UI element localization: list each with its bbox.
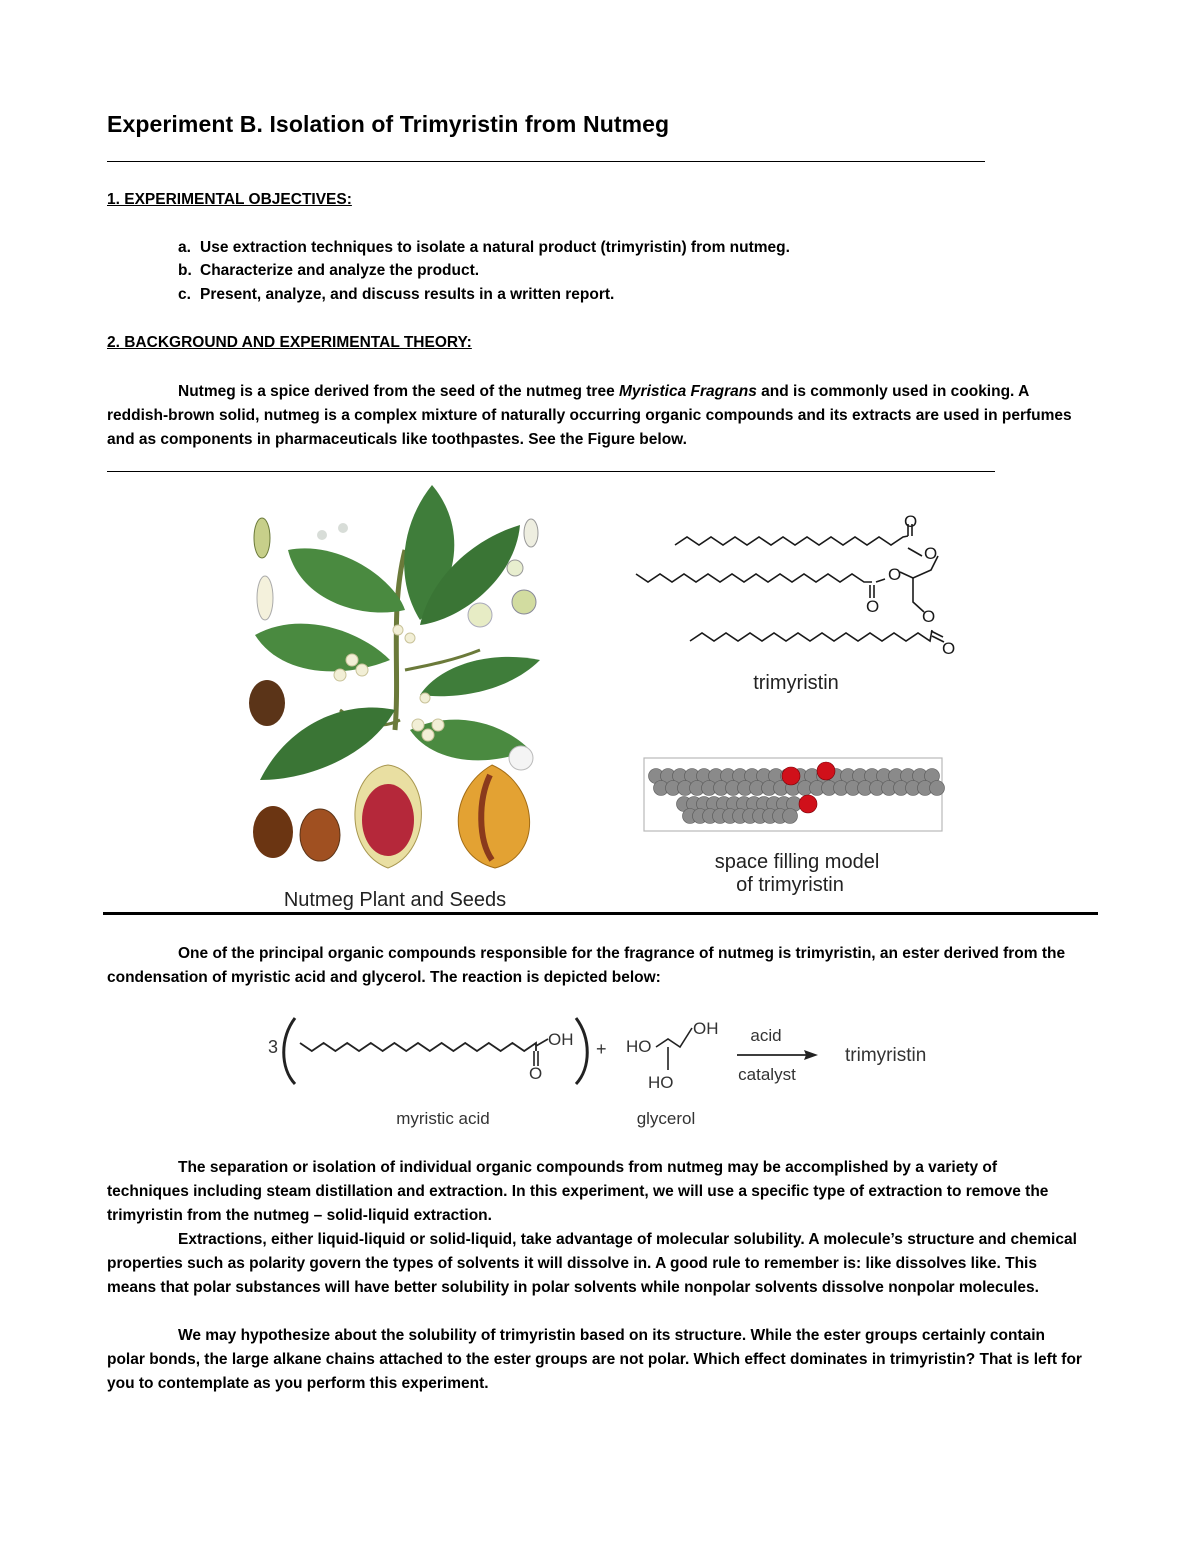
objective-b-text: Characterize and analyze the product. <box>200 262 480 279</box>
left-parenthesis <box>284 1018 295 1084</box>
model-caption-line-1: space filling model <box>714 851 880 873</box>
carbon-atom <box>783 809 798 824</box>
atom-o-4: O <box>866 597 880 616</box>
fragrance-paragraph: One of the principal organic compounds responsible for the fragrance of nutmeg is trimyristin, an ester derived from the condensation of myristic acid and glycerol. The reaction is depicted below: <box>107 945 1066 987</box>
atom-o-2: O <box>924 544 938 563</box>
atom-o-5: O <box>922 607 936 626</box>
reaction-product: trimyristin <box>845 1045 927 1066</box>
plus-sign: + <box>596 1039 607 1059</box>
catalyst-label-bottom: catalyst <box>738 1065 796 1084</box>
objective-a-marker: a. <box>178 239 191 256</box>
right-parenthesis <box>576 1018 587 1084</box>
model-caption-line-2: of trimyristin <box>736 874 844 896</box>
oxygen-atom <box>782 767 800 785</box>
background-paragraph <box>107 380 1082 453</box>
plant-caption: Nutmeg Plant and Seeds <box>283 889 507 911</box>
carbon-atom <box>930 781 945 796</box>
glycerol-ho-2: HO <box>648 1073 674 1092</box>
molecule-label: trimyristin <box>753 672 839 694</box>
oxygen-atom <box>817 762 835 780</box>
myristic-acid-label: myristic acid <box>396 1109 490 1128</box>
section-1-heading: 1. EXPERIMENTAL OBJECTIVES: <box>107 191 352 208</box>
glycerol-label: glycerol <box>636 1109 696 1128</box>
background-text-end: and is commonly used in cooking. A reddish-brown solid, nutmeg is a complex mixture of naturally occurring organic compounds and its extracts are used in perfumes and as components in pharmaceuticals like toothpastes. See the Figure below. <box>107 383 1072 449</box>
reaction-coefficient: 3 <box>268 1037 279 1057</box>
objective-a-text: Use extraction techniques to isolate a natural product (trimyristin) from nutmeg. <box>200 239 790 256</box>
title-divider <box>107 161 985 162</box>
nutmeg-figure <box>0 470 1200 930</box>
objective-c-marker: c. <box>178 286 191 303</box>
section-2-heading: 2. BACKGROUND AND EXPERIMENTAL THEORY: <box>107 334 472 351</box>
objective-c-text: Present, analyze, and discuss results in a written report. <box>200 286 615 303</box>
objective-c <box>178 286 614 304</box>
acid-o: O <box>529 1064 543 1083</box>
nutmeg-plant-illustration <box>249 485 540 868</box>
oxygen-atom <box>799 795 817 813</box>
glycerol-bonds <box>656 1028 692 1047</box>
glycerol-ho-1: HO <box>626 1037 652 1056</box>
hypothesis-paragraph: We may hypothesize about the solubility of trimyristin based on its structure. While the ester groups certainly contain polar bonds, the large alkane chains attached to the ester groups are not polar. Which effect dominates in trimyristin? That is left for you to contemplate as you perform this experiment. <box>107 1327 1082 1393</box>
myristic-acid-chain <box>300 1043 536 1051</box>
background-text-start: Nutmeg is a spice derived from the seed of the nutmeg tree <box>178 383 619 400</box>
figure-bottom-divider <box>103 912 1098 915</box>
acid-oh: OH <box>548 1030 574 1049</box>
page-title: Experiment B. Isolation of Trimyristin from Nutmeg <box>107 111 670 137</box>
atom-o-1: O <box>904 512 918 531</box>
separation-paragraph: The separation or isolation of individual organic compounds from nutmeg may be accomplished by a variety of techniques including steam distillation and extraction. In this experiment, we will use a specific type of extraction to remove the trimyristin from the nutmeg – solid-liquid extraction. <box>107 1159 1049 1225</box>
reaction-scheme <box>0 1008 1200 1138</box>
objective-a <box>178 239 790 257</box>
atom-o-6: O <box>942 639 956 658</box>
glycerol-oh: OH <box>693 1019 719 1038</box>
reaction-arrowhead <box>804 1050 818 1060</box>
catalyst-label-top: acid <box>750 1026 782 1045</box>
objective-b <box>178 262 479 280</box>
objective-b-marker: b. <box>178 262 192 279</box>
extractions-paragraph: Extractions, either liquid-liquid or solid-liquid, take advantage of molecular solubility. A molecule’s structure and chemical properties such as polarity govern the types of solvents it will dissolve in. A good rule to remember is: like dissolves like. This means that polar substances will have better solubility in polar solvents while nonpolar solvents dissolve nonpolar molecules. <box>107 1231 1077 1297</box>
species-name: Myristica Fragrans <box>619 383 757 400</box>
atom-o-3: O <box>888 565 902 584</box>
